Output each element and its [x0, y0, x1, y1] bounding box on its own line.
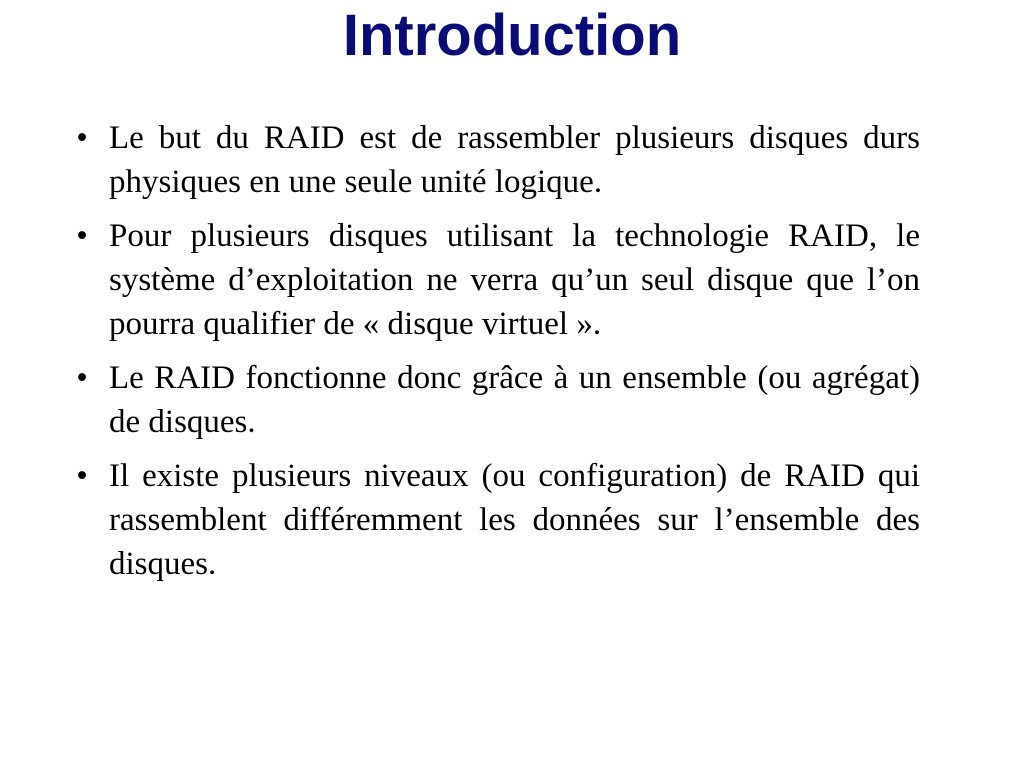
bullet-dot-icon: • — [76, 218, 88, 254]
bullet-dot-icon: • — [76, 458, 88, 494]
bullet-item — [70, 454, 920, 586]
bullet-text: Le RAID fonctionne donc grâce à un ensemble (ou agrégat) de disques. — [109, 360, 920, 440]
bullet-dot-icon: • — [76, 120, 88, 156]
bullet-text: Pour plusieurs disques utilisant la technologie RAID, le système d’exploitation ne verra qu’un seul disque que l’on pourra qualifier de « disque virtuel ». — [109, 218, 920, 342]
bullet-item — [70, 214, 920, 346]
bullet-list — [70, 116, 920, 596]
bullet-item — [70, 356, 920, 444]
bullet-text: Il existe plusieurs niveaux (ou configuration) de RAID qui rassemblent différemment les données sur l’ensemble des disques. — [109, 458, 920, 582]
bullet-item — [70, 116, 920, 204]
bullet-dot-icon: • — [76, 360, 88, 396]
slide-title: Introduction — [342, 3, 682, 68]
bullet-text: Le but du RAID est de rassembler plusieurs disques durs physiques en une seule unité logique. — [109, 120, 920, 200]
